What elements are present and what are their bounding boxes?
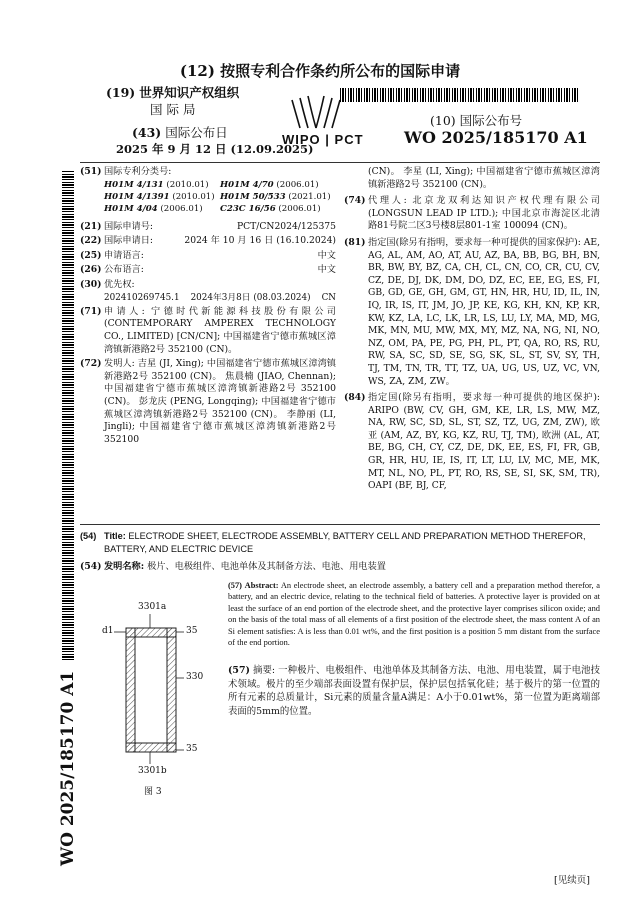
field-code: (54)	[80, 561, 102, 573]
field-code: (54)	[80, 531, 97, 541]
title-en	[80, 530, 600, 555]
figure-caption: 图 3	[144, 787, 162, 797]
title-zh	[80, 561, 600, 574]
field-label: 优先权:	[104, 278, 135, 290]
field-code: (25)	[80, 249, 102, 261]
field-code: (74)	[344, 195, 366, 207]
ipc-class: C23C 16/56	[220, 203, 276, 214]
field-code: (26)	[80, 264, 102, 276]
field-code: (81)	[344, 236, 366, 248]
field-26	[80, 264, 336, 277]
abstract-zh	[228, 664, 600, 718]
ipc-class: H01M 4/04	[104, 203, 158, 214]
org-subname: 国 际 局	[150, 102, 196, 117]
field-label: 国际专利分类号:	[104, 166, 172, 177]
label-3301b: 3301b	[138, 766, 167, 776]
right-bibliography	[344, 166, 600, 495]
field-code: (71)	[80, 305, 102, 317]
title-section	[80, 530, 600, 576]
side-publication-number: WO 2025/185170 A1	[58, 670, 78, 866]
field-21	[80, 221, 336, 234]
designated-states-regional: 指定国(除另有指明，要求每一种可提供的地区保护): ARIPO (BW, CV, GH, GM, KE, LR, LS, MW, MZ, NA, RW, SC, SD, SL, ST, SZ, TZ, UG, ZM, ZW), 欧亚 (AM, AZ, BY, KG, KZ, RU, TJ, TM), 欧洲 (AL, AT, BE, BG, CH, CY, CZ, DE, DK, EE, ES, FI, FR, GB, GR, HR, HU, IE, IS, IT, LT, LU, LV, MC, ME, MK, MT, NL, NO, PL, PT, RO, RS, SE, SI, SK, SM, TR), OAPI (BF, BJ, CF,	[368, 392, 600, 492]
abstract-en-text: An electrode sheet, an electrode assembly, a battery cell and a preparation method therefor, a battery, and an electric device, relating to the technical field of batteries. A protective layer is provided on at least the surface of an end portion of the electrode sheet, and the protective layer comprises silicon oxide; and on the basis of the total mass of all elements of a first position of the electrode sheet, the mass content A of an Si element satisfies: A is less than 0.01 wt%, and the first position is a position 5 mm distant from the surface of the end portion.	[228, 581, 600, 648]
filing-language: 中文	[317, 249, 336, 261]
ipc-version: (2021.01)	[288, 191, 331, 202]
ipc-version: (2010.01)	[172, 191, 215, 202]
label-35-bottom: 35	[186, 744, 198, 754]
abstract-zh-text: 一种极片、电极组件、电池单体及其制备方法、电池、用电装置，属于电池技术领域。极片的至少端部表面设置有保护层，保护层包括氧化硅；基于极片的第一位置的所有元素的总质量计，Si元素的质量含量A满足：A小于0.01wt%，第一位置为距离端部表面的5mm的位置。	[228, 665, 600, 717]
pub-date-label: 国际公布日	[165, 125, 228, 140]
publication-language: 中文	[317, 264, 336, 276]
label-35-top: 35	[186, 626, 198, 636]
field-84	[344, 392, 600, 493]
field-label: 公布语言:	[104, 264, 144, 276]
field-code: (84)	[344, 392, 366, 404]
side-barcode	[62, 170, 74, 660]
ipc-version: (2010.01)	[166, 179, 209, 190]
abstract-code: (57)	[228, 581, 242, 590]
abstract-en	[228, 580, 600, 648]
top-barcode	[340, 88, 578, 102]
field-code: (30)	[80, 278, 102, 290]
field-label: 申请语言:	[104, 249, 144, 261]
agent-text: 代理人: 北京龙双利达知识产权代理有限公司 (LONGSUN LEAD IP LTD.); 中国北京市海淀区北清路81号院二区3号楼8层801-1室 100094 (CN)。	[368, 195, 600, 232]
designated-states-national: 指定国(除另有指明，要求每一种可提供的国家保护): AE, AG, AL, AM, AO, AT, AU, AZ, BA, BB, BG, BH, BN, BR, BW, BY, BZ, CA, CH, CL, CN, CO, CR, CU, CV, CZ, DE, DJ, DK, DM, DO, DZ, EC, EE, EG, ES, FI, GB, GD, GE, GH, GM, GT, HN, HR, HU, ID, IL, IN, IQ, IR, IS, IT, JM, JO, JP, KE, KG, KH, KN, KP, KR, KW, KZ, LA, LC, LK, LR, LS, LU, LY, MA, MD, MG, MK, MN, MU, MW, MX, MY, MZ, NA, NG, NI, NO, NZ, OM, PA, PE, PG, PH, PL, PT, QA, RO, RS, RU, RW, SA, SC, SD, SE, SG, SK, SL, ST, SV, SY, TH, TJ, TM, TN, TR, TT, TZ, UA, UG, US, UZ, VC, VN, WS, ZA, ZM, ZW。	[368, 236, 600, 387]
filing-date: 2024 年 10 月 16 日 (16.10.2024)	[184, 235, 336, 247]
field-71	[80, 306, 336, 356]
field-code: (22)	[80, 235, 102, 247]
field-51	[80, 166, 336, 215]
field-code: (21)	[80, 220, 102, 232]
priority-date: 2024年3月8日 (08.03.2024)	[190, 292, 311, 303]
figure-3	[100, 598, 230, 798]
electrode-sheet-diagram	[100, 598, 230, 768]
inventors-continued	[344, 166, 600, 191]
abstract-en-label: Abstract:	[244, 581, 279, 590]
abstract-code: (57)	[228, 665, 250, 676]
field-label: 国际申请号:	[104, 220, 154, 232]
header-divider	[80, 162, 600, 163]
ipc-class: H01M 4/131	[104, 179, 164, 190]
title-en-label: Title:	[104, 531, 126, 541]
field-22	[80, 235, 336, 248]
organization-block	[106, 84, 239, 118]
pub-no-label-text: (10) 国际公布号	[430, 113, 523, 128]
field-72	[80, 358, 336, 446]
pub-number: WO 2025/185170 A1	[404, 128, 588, 147]
applicant-text: 申请人: 宁德时代新能源科技股份有限公司 (CONTEMPORARY AMPEREX TECHNOLOGY CO., LIMITED) [CN/CN]; 中国福建省宁德市蕉城区漳湾镇新港路2号 352100 (CN)。	[104, 305, 336, 355]
title-divider	[80, 524, 600, 525]
field-81	[344, 237, 600, 388]
continued-footer: [见续页]	[554, 875, 590, 886]
inventors-text: 发明人: 吉星 (JI, Xing); 中国福建省宁德市蕉城区漳湾镇新港路2号 352100 (CN)。 焦晨楠 (JIAO, Chennan); 中国福建省宁德市蕉城区漳湾镇新港路2号 352100 (CN)。 彭龙庆 (PENG, Longqing); 中国福建省宁德市蕉城区漳湾镇新港路2号 352100 (CN)。 李静丽 (LI, Jingli); 中国福建省宁德市蕉城区漳湾镇新港路2号 352100	[104, 358, 336, 445]
ipc-class: H01M 50/533	[220, 191, 286, 202]
org-name: 世界知识产权组织	[139, 85, 240, 100]
field-74	[344, 195, 600, 233]
field-label: 国际申请日:	[104, 235, 154, 247]
label-330: 330	[186, 672, 204, 682]
label-d1: d1	[102, 626, 114, 636]
wipo-logo-text: WIPO | PCT	[282, 132, 364, 147]
document-type-title: (12) 按照专利合作条约所公布的国际申请	[179, 62, 461, 80]
priority-country: CN	[321, 292, 336, 303]
title-zh-label: 发明名称:	[104, 561, 145, 573]
field-code: (51)	[80, 166, 102, 177]
field-30	[80, 279, 336, 304]
left-bibliography	[80, 166, 336, 448]
inventors-continued-text: (CN)。 李星 (LI, Xing); 中国福建省宁德市蕉城区漳湾镇新港路2号 352100 (CN)。	[368, 166, 600, 190]
title-zh-text: 极片、电极组件、电池单体及其制备方法、电池、用电装置	[147, 561, 386, 573]
ipc-class: H01M 4/1391	[104, 191, 170, 202]
ipc-version: (2006.01)	[160, 203, 203, 214]
ipc-classes	[104, 179, 340, 215]
title-en-text: ELECTRODE SHEET, ELECTRODE ASSEMBLY, BATTERY CELL AND PREPARATION METHOD THEREFOR, BATTERY, AND ELECTRIC DEVICE	[104, 531, 586, 554]
ipc-class: H01M 4/70	[220, 179, 274, 190]
ipc-version: (2006.01)	[278, 203, 321, 214]
org-code: (19)	[106, 85, 136, 100]
pub-date-code: (43)	[132, 125, 162, 140]
ipc-version: (2006.01)	[276, 179, 319, 190]
pub-date: 2025 年 9 月 12 日 (12.09.2025)	[116, 142, 314, 156]
field-code: (72)	[80, 358, 102, 370]
label-3301a: 3301a	[138, 602, 167, 612]
priority-number: 202410269745.1	[104, 292, 180, 303]
field-25	[80, 250, 336, 263]
application-number: PCT/CN2024/125375	[236, 220, 336, 232]
pub-no-label	[430, 112, 522, 129]
abstract-zh-label: 摘要:	[253, 665, 276, 676]
